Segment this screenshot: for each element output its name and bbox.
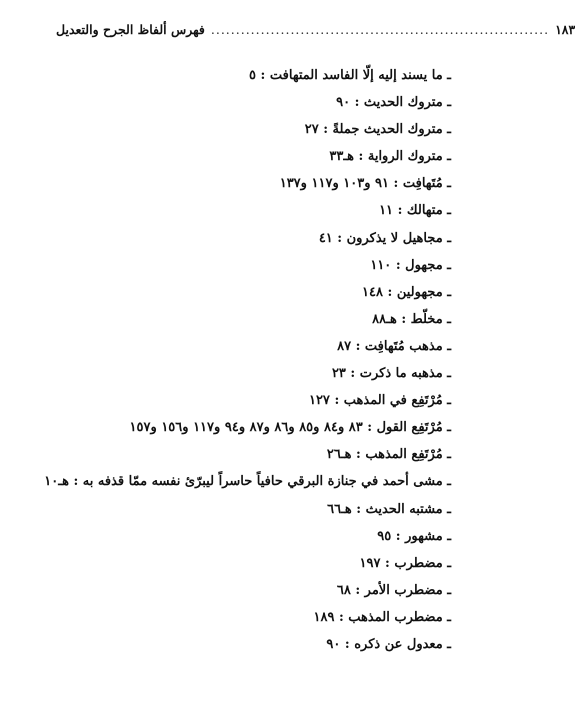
index-entry: ـ مُرْتَفِع القول : ٨٣ و٨٤ و٨٥ و٨٦ و٨٧ و٩٤ و١١٧ و١٥٦ و١٥٧ (129, 420, 451, 436)
header-leader-dots: .................................................................... (210, 22, 550, 37)
index-entry: ـ مُرْتَفِع في المذهب : ١٢٧ (308, 393, 451, 409)
header-title: فهرس ألفاظ الجرح والتعديل (56, 22, 205, 37)
index-entry: ـ مشى أحمد في جنازة البرقي حافياً حاسراً ليبرّئ نفسه ممّا قذفه به : هـ١٠ (44, 474, 451, 490)
index-entry: ـ مضطرب الأمر : ٦٨ (336, 582, 451, 598)
index-entry: ـ معدول عن ذكره : ٩٠ (326, 636, 451, 652)
index-entry: ـ مضطرب : ١٩٧ (359, 555, 451, 571)
index-entry: ـ متروك الحديث : ٩٠ (336, 95, 451, 111)
index-entry: ـ ما يسند إليه إلّا الفاسد المتهافت : ٥ (249, 68, 451, 83)
index-entry: ـ متهالك : ١١ (379, 203, 451, 219)
index-entry: ـ مذهب مُتَهافِت : ٨٧ (337, 338, 451, 354)
index-entry: ـ مجهولين : ١٤٨ (362, 284, 451, 300)
index-entry: ـ مخلّط : هـ٨٨ (372, 311, 451, 327)
index-entry: ـ مُرْتَفِع المذهب : هـ٢٦ (326, 447, 451, 463)
running-header (56, 22, 575, 37)
index-entries (44, 62, 451, 658)
index-entry: ـ متروك الرواية : هـ٣٣ (329, 149, 451, 165)
index-entry: ـ مجهول : ١١٠ (370, 257, 451, 273)
index-entry: ـ مذهبه ما ذكرت : ٢٣ (331, 366, 451, 382)
index-entry: ـ مُتَهافِت : ٩١ و١٠٣ و١١٧ و١٣٧ (279, 176, 451, 192)
index-entry: ـ مشهور : ٩٥ (377, 528, 451, 544)
index-entry: ـ مجاهيل لا يذكرون : ٤١ (318, 230, 451, 246)
index-entry: ـ متروك الحديث جملةً : ٢٧ (304, 122, 451, 138)
page-number: ١٨٣ (555, 22, 575, 37)
index-entry: ـ مشتبه الحديث : هـ٦٦ (327, 501, 451, 517)
index-entry: ـ مضطرب المذهب : ١٨٩ (313, 609, 451, 625)
